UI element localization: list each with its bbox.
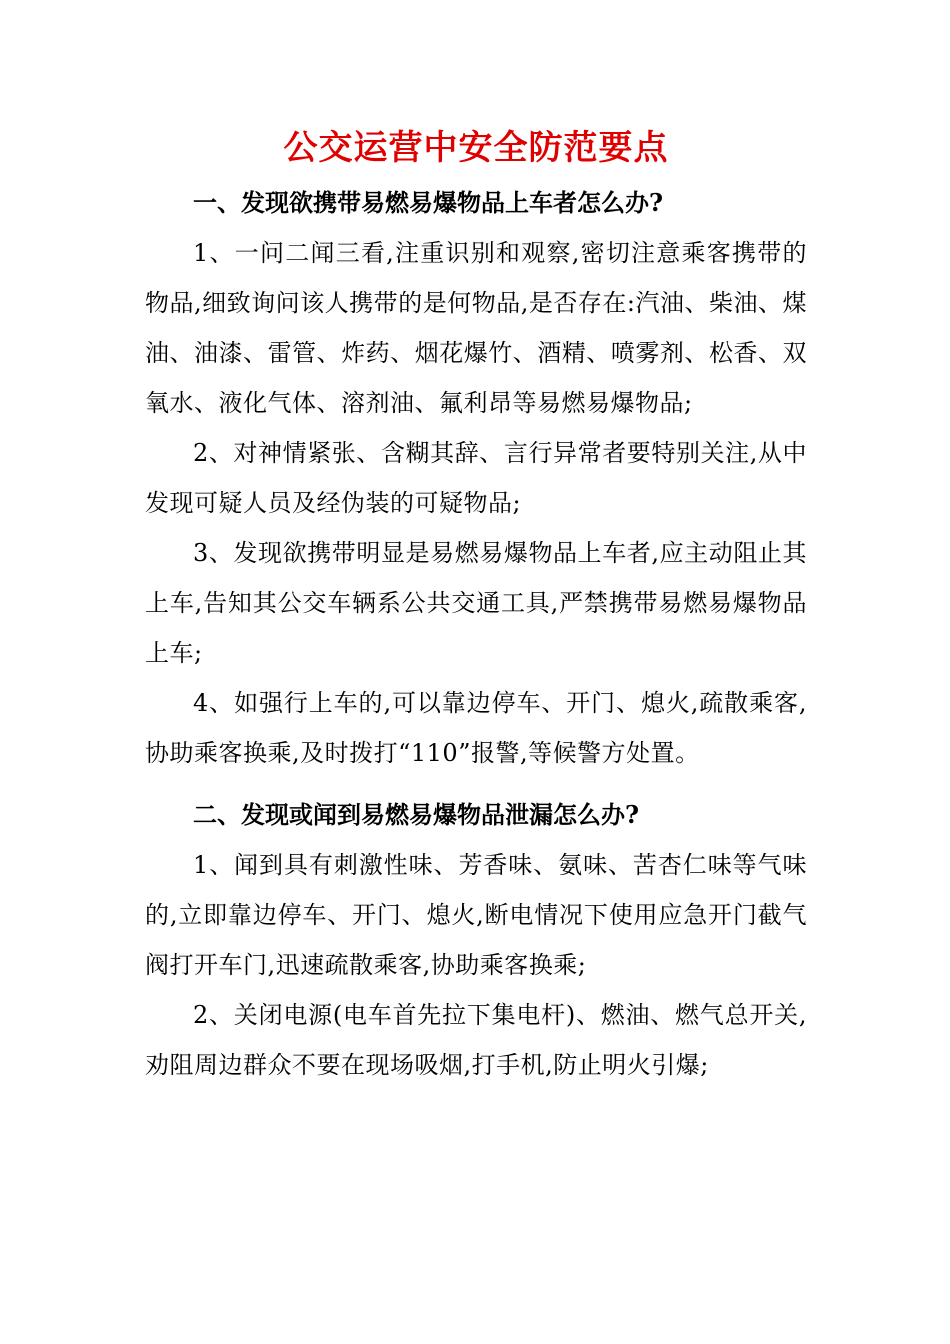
document-title: 公交运营中安全防范要点	[283, 128, 669, 168]
section-heading: 二、发现或闻到易燃易爆物品泄漏怎么办?	[193, 800, 640, 829]
section-2	[145, 790, 807, 1090]
section-1	[145, 178, 807, 778]
paragraph: 2、对神情紧张、含糊其辞、言行异常者要特别关注,从中发现可疑人员及经伪装的可疑物品;	[145, 439, 807, 517]
paragraph: 4、如强行上车的,可以靠边停车、开门、熄火,疏散乘客,协助乘客换乘,及时拨打“110”报警,等候警方处置。	[145, 689, 807, 767]
document-page	[145, 118, 807, 1090]
paragraph: 1、闻到具有刺激性味、芳香味、氨味、苦杏仁味等气味的,立即靠边停车、开门、熄火,断电情况下使用应急开门截气阀打开车门,迅速疏散乘客,协助乘客换乘;	[145, 851, 807, 979]
paragraph: 1、一问二闻三看,注重识别和观察,密切注意乘客携带的物品,细致询问该人携带的是何物品,是否存在:汽油、柴油、煤油、油漆、雷管、炸药、烟花爆竹、酒精、喷雾剂、松香、双氧水、液化气体、溶剂油、氟利昂等易燃易爆物品;	[145, 239, 807, 417]
section-heading: 一、发现欲携带易燃易爆物品上车者怎么办?	[193, 188, 664, 217]
paragraph: 2、关闭电源(电车首先拉下集电杆)、燃油、燃气总开关,劝阻周边群众不要在现场吸烟,打手机,防止明火引爆;	[145, 1001, 807, 1079]
paragraph: 3、发现欲携带明显是易燃易爆物品上车者,应主动阻止其上车,告知其公交车辆系公共交通工具,严禁携带易燃易爆物品上车;	[145, 539, 807, 667]
